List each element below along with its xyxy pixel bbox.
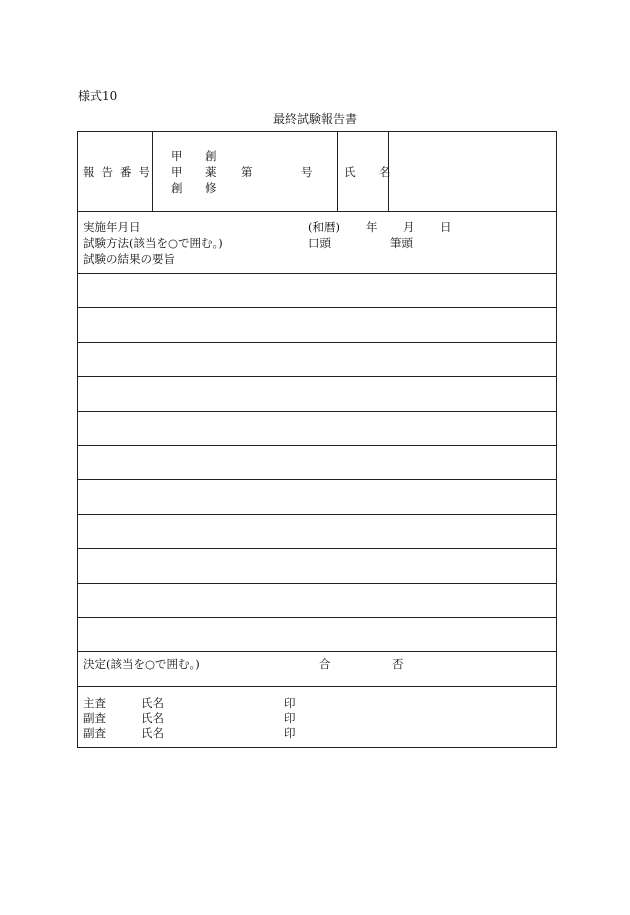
table-border-right: [556, 131, 557, 748]
result-line-2[interactable]: [79, 308, 555, 340]
result-line-5[interactable]: [79, 412, 555, 444]
divider-top-section: [77, 211, 557, 212]
report-number-suffix-1: 薬: [205, 165, 217, 179]
examiner-name-label-2: 氏名: [141, 726, 164, 740]
result-line-9[interactable]: [79, 549, 555, 581]
table-border-left: [77, 131, 78, 748]
result-line-6[interactable]: [79, 446, 555, 478]
report-number-prefix-0: 甲: [171, 149, 183, 163]
report-number-prefix-1: 甲: [171, 165, 183, 179]
exam-result-label: 試験の結果の要旨: [83, 252, 175, 266]
exam-method-written: 筆頭: [390, 236, 413, 250]
report-number-label: 報告番号: [83, 165, 157, 179]
form-code: 様式10: [78, 89, 118, 103]
examiner-seal-0: 印: [284, 696, 296, 710]
examiner-role-1: 副査: [83, 711, 106, 725]
exam-era-label: (和暦): [308, 220, 340, 234]
divider-examiners-top: [77, 686, 557, 687]
report-number-suffix-2: 修: [205, 181, 217, 195]
page-title: 最終試験報告書: [272, 112, 357, 126]
exam-date-label: 実施年月日: [83, 220, 141, 234]
exam-month-label: 月: [403, 220, 415, 234]
result-line-7[interactable]: [79, 480, 555, 512]
exam-method-label: 試験方法(該当を○で囲む。): [83, 236, 223, 250]
exam-day-label: 日: [440, 220, 452, 234]
examiner-name-label-1: 氏名: [141, 711, 164, 725]
divider-name-label: [337, 131, 338, 211]
result-line-3[interactable]: [79, 343, 555, 375]
exam-year-label: 年: [366, 220, 378, 234]
divider-decision-top: [77, 651, 557, 652]
examiner-seal-2: 印: [284, 726, 296, 740]
result-line-4[interactable]: [79, 377, 555, 409]
decision-fail-option: 否: [392, 657, 404, 671]
decision-label: 決定(該当を○で囲む。): [83, 657, 200, 671]
decision-pass-option: 合: [319, 657, 331, 671]
report-number-prefix-2: 創: [171, 181, 183, 195]
report-number-go: 号: [301, 165, 313, 179]
report-number-dai: 第: [241, 165, 253, 179]
examiner-role-2: 副査: [83, 726, 106, 740]
examiner-role-0: 主査: [83, 696, 106, 710]
exam-method-oral: 口頭: [308, 236, 331, 250]
name-value-field[interactable]: [392, 133, 554, 209]
name-label: 氏 名: [344, 165, 397, 179]
result-line-8[interactable]: [79, 515, 555, 547]
examiner-seal-1: 印: [284, 711, 296, 725]
table-border-bottom: [77, 747, 557, 748]
result-line-10[interactable]: [79, 584, 555, 616]
report-number-suffix-0: 創: [205, 149, 217, 163]
examiner-name-label-0: 氏名: [141, 696, 164, 710]
table-border-top: [77, 131, 557, 132]
result-line-1[interactable]: [79, 274, 555, 306]
result-line-11[interactable]: [79, 618, 555, 650]
